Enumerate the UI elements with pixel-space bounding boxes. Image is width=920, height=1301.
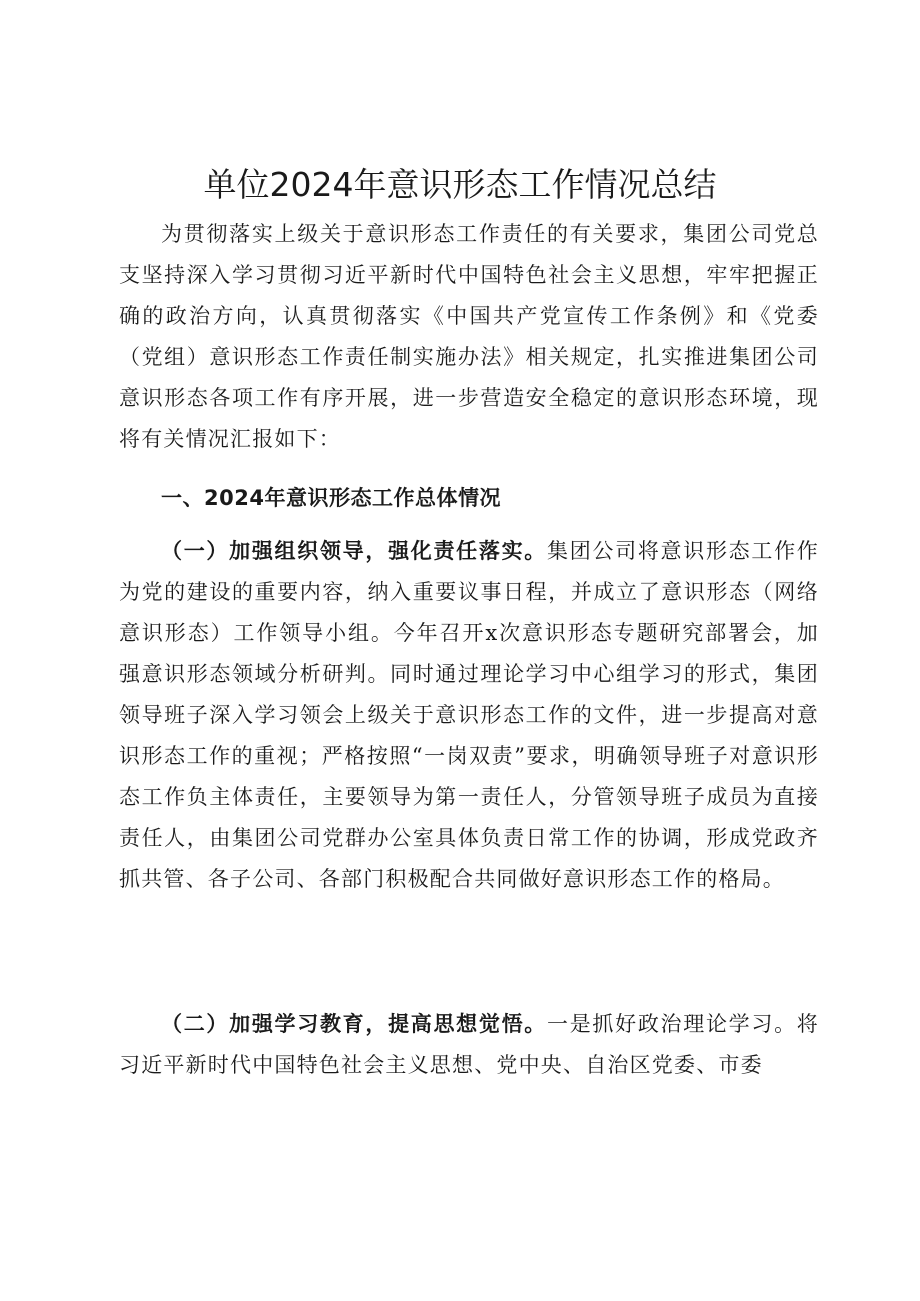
subsection-2-text: 一是抓好政治理论学习。将习近平新时代中国特色社会主义思想、党中央、自治区党委、市委 bbox=[119, 1012, 819, 1077]
subsection-1-lead: （一）加强组织领导，强化责任落实。 bbox=[161, 538, 548, 563]
subsection-1-text: 集团公司将意识形态工作作为党的建设的重要内容，纳入重要议事日程，并成立了意识形态（网络意识形态）工作领导小组。今年召开x次意识形态专题研究部署会，加强意识形态领域分析研判。同时通过理论学习中心组学习的形式，集团领导班子深入学习领会上级关于意识形态工作的文件，进一步提高对意识形态工作的重视；严格按照“一岗双责”要求，明确领导班子对意识形态工作负主体责任，主要领导为第一责任人，分管领导班子成员为直接责任人，由集团公司党群办公室具体负责日常工作的协调，形成党政齐抓共管、各子公司、各部门积极配合共同做好意识形态工作的格局。 bbox=[119, 539, 819, 891]
intro-paragraph-block bbox=[119, 214, 819, 460]
subsection-1-block bbox=[119, 530, 819, 900]
subsection-2-block bbox=[119, 1003, 819, 1086]
subsection-2-lead: （二）加强学习教育，提高思想觉悟。 bbox=[161, 1011, 548, 1036]
subsection-1-paragraph bbox=[119, 530, 819, 900]
section-heading-1: 一、2024年意识形态工作总体情况 bbox=[161, 486, 501, 510]
subsection-2-paragraph bbox=[119, 1003, 819, 1086]
intro-paragraph: 为贯彻落实上级关于意识形态工作责任的有关要求，集团公司党总支坚持深入学习贯彻习近平新时代中国特色社会主义思想，牢牢把握正确的政治方向，认真贯彻落实《中国共产党宣传工作条例》和《党委（党组）意识形态工作责任制实施办法》相关规定，扎实推进集团公司意识形态各项工作有序开展，进一步营造安全稳定的意识形态环境，现将有关情况汇报如下： bbox=[119, 222, 819, 451]
document-title: 单位2024年意识形态工作情况总结 bbox=[203, 165, 717, 204]
